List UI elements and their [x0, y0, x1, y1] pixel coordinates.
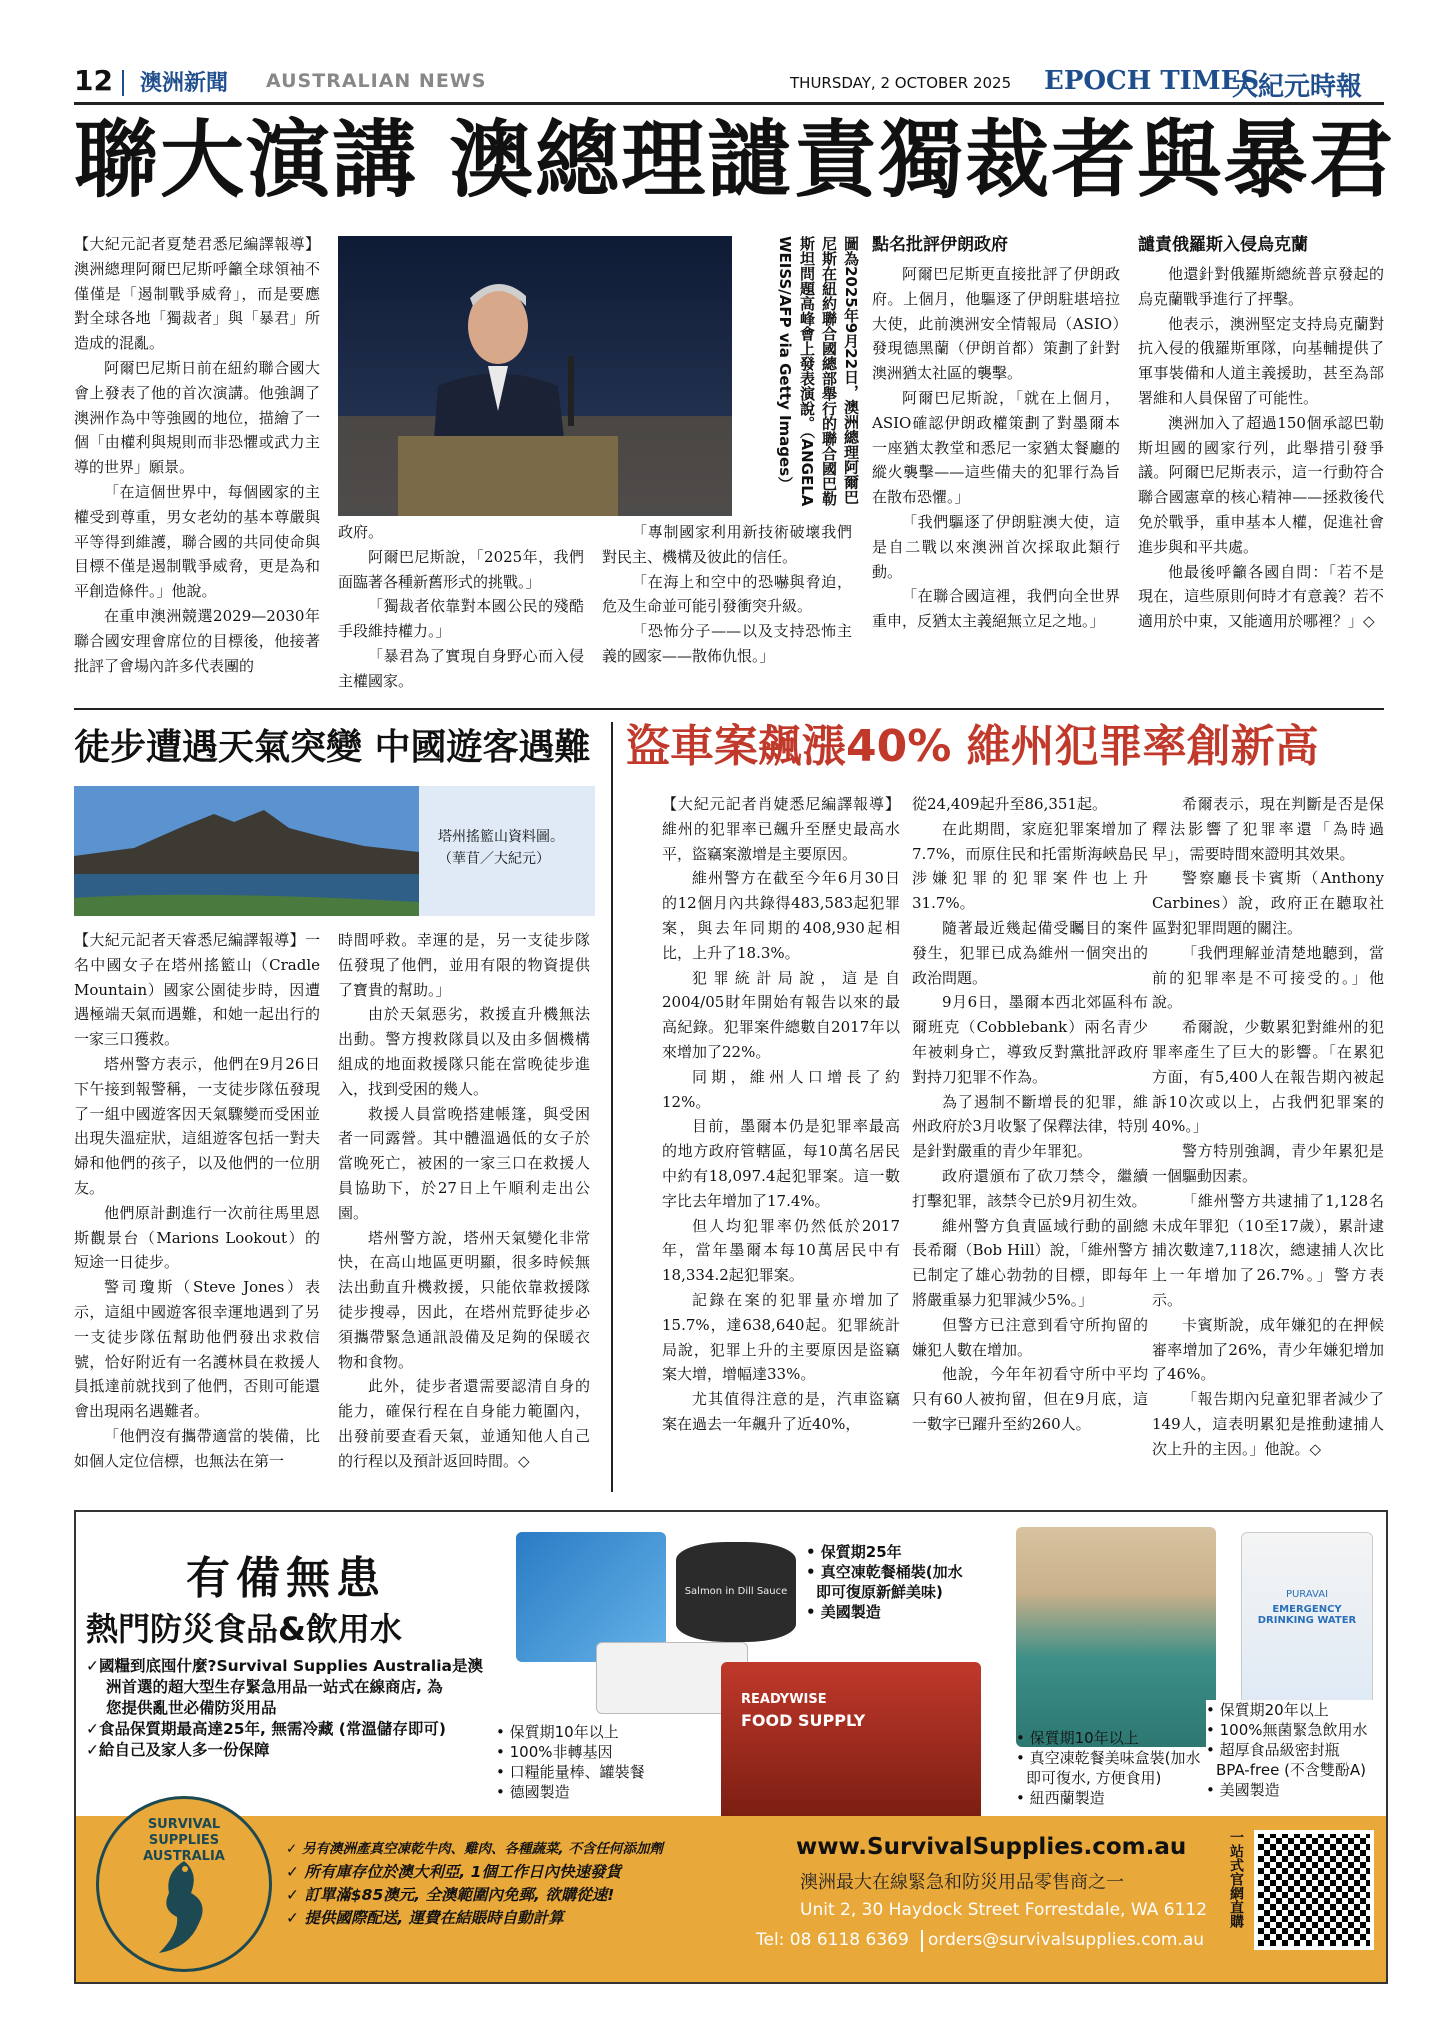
photo-cradle-mountain — [74, 786, 419, 916]
story1-col1 — [74, 232, 320, 678]
paragraph: 「我們驅逐了伊朗駐澳大使，這是自二戰以來澳洲首次採取此類行動。 — [872, 512, 1120, 581]
page-number: 12 — [74, 64, 113, 97]
paragraph: 阿爾巴尼斯說，「就在上個月，ASIO確認伊朗政權策劃了對墨爾本一座猶太教堂和悉尼一家猶太餐廳的縱火襲擊——這些備夫的犯罪行為旨在散布恐懼。」 — [872, 388, 1120, 507]
paragraph: 維州警方負責區域行動的副總長希爾（Bob Hill）說，「維州警方已制定了雄心勃勃的目標，即每年將嚴重暴力犯罪減少5%。」 — [912, 1216, 1148, 1309]
paragraph: 記錄在案的犯罪量亦增加了15.7%，達638,640起。犯罪統計局說，犯罪上升的主要原因是盜竊案大增，增幅達33%。 — [662, 1290, 900, 1384]
paragraph: 「在這個世界中，每個國家的主權受到尊重，男女老幼的基本尊嚴與平等得到維護，聯合國的共同使命與目標不僅是遏制戰爭威脅，更是為和平創造條件。」他說。 — [74, 482, 320, 601]
paragraph: 「他們沒有攜帶適當的裝備，比如個人定位信標，也無法在第一 — [74, 1426, 320, 1470]
product-bullet: • 保質期20年以上 — [1206, 1701, 1329, 1719]
water-brand: PURAVAI — [1285, 1589, 1329, 1600]
paragraph: 同期，維州人口增長了約12%。 — [662, 1067, 900, 1111]
paragraph: 救援人員當晚搭建帳篷，與受困者一同露營。其中體溫過低的女子於當晚死亡，被困的一家三口在救援人員協助下，於27日上午順利走出公園。 — [338, 1104, 590, 1222]
paragraph: 澳洲加入了超過150個承認巴勒斯坦國的國家行列，此舉措引發爭議。阿爾巴尼斯表示，這一行動符合聯合國憲章的核心精神——拯救後代免於戰爭，重申基本人權，促進社會進步與和平共處。 — [1138, 413, 1384, 556]
paragraph: 目前，墨爾本仍是犯罪率最高的地方政府管轄區，每10萬名居民中約有18,097.4起犯罪案。這一數字比去年增加了17.4%。 — [662, 1117, 900, 1210]
ad-footer-points — [286, 1838, 766, 1930]
paragraph: 他說，今年年初看守所中平均只有60人被拘留，但在9月底，這一數字已躍升至約260人。 — [912, 1365, 1148, 1433]
product-bullet: • 超厚食品級密封瓶 — [1206, 1741, 1340, 1759]
paragraph: 卡賓斯說，成年嫌犯的在押候審率增加了26%，青少年嫌犯增加了46%。 — [1152, 1315, 1384, 1384]
product-bullet: • 美國製造 — [1206, 1781, 1280, 1799]
masthead-en: EPOCH TIMES — [1044, 66, 1260, 96]
paragraph: 「在聯合國這裡，我們向全世界重申，反猶太主義絕無立足之地。」 — [872, 587, 1120, 631]
paragraph: 「我們理解並清楚地聽到，當前的犯罪率是不可接受的。」他說。 — [1152, 943, 1384, 1012]
product-bullet: • 真空凍乾餐桶裝(加水 — [806, 1563, 963, 1581]
headline-hiking: 徒步遭遇天氣突變 中國遊客遇難 — [74, 727, 591, 768]
header-divider — [122, 70, 124, 96]
subhead-iran: 點名批評伊朗政府 — [872, 235, 1008, 255]
lizard-icon — [99, 1853, 269, 1963]
paragraph: 「在海上和空中的恐嚇與脅迫，危及生命並可能引發衝突升級。 — [602, 572, 852, 616]
header-rule — [74, 102, 1384, 105]
ad-address: Unit 2, 30 Haydock Street Forrestdale, WA 6112 — [800, 1900, 1208, 1920]
masthead-cn: 大紀元時報 — [1232, 72, 1363, 102]
salmon-can-image — [676, 1542, 796, 1642]
paragraph: 時間呼救。幸運的是，另一支徒步隊伍發現了他們，並用有限的物資提供了寶貴的幫助。」 — [338, 931, 590, 999]
ad-title: 有備無患 — [186, 1553, 386, 1604]
paragraph: 他還針對俄羅斯總統普京發起的烏克蘭戰爭進行了抨擊。 — [1138, 265, 1384, 308]
footer-point: ✓ 提供國際配送, 運費在結賬時自動計算 — [286, 1909, 564, 1927]
paragraph: 【大紀元記者肖婕悉尼編譯報導】維州的犯罪率已飆升至歷史最高水平，盜竊案激增是主要原因。 — [662, 795, 900, 863]
paragraph: 為了遏制不斷增長的犯罪，維州政府於3月收緊了保釋法律，特別是針對嚴重的青少年罪犯。 — [912, 1092, 1148, 1161]
mountain-illustration — [74, 786, 419, 916]
food-bucket-image — [721, 1662, 981, 1822]
section-rule — [74, 708, 1384, 710]
ad-phone[interactable]: Tel: 08 6118 6369 — [756, 1930, 909, 1950]
footer-point: ✓ 另有澳洲產真空凍乾牛肉、雞肉、各種蔬菜, 不含任何添加劑 — [286, 1841, 663, 1857]
paragraph: 警察廳長卡賓斯（Anthony Carbines）說，政府正在聽取社區對犯罪問題的關注。 — [1152, 869, 1384, 937]
bucket-brand: READYWISE — [741, 1692, 827, 1707]
product-bullet: • 100%非轉基因 — [496, 1743, 613, 1761]
product-bullet: • 保質期25年 — [806, 1543, 902, 1561]
paragraph: 警方特別強調，青少年累犯是一個驅動因素。 — [1152, 1142, 1384, 1185]
water-bottles-image — [1241, 1532, 1373, 1724]
paragraph: 塔州警方說，塔州天氣變化非常快，在高山地區更明顯，很多時候無法出動直升機救援，只能依靠救援隊徒步搜尋，因此，在塔州荒野徒步必須攜帶緊急通訊設備及足夠的保暖衣物和食物。 — [338, 1228, 590, 1371]
paragraph: 「暴君為了實現自身野心而入侵主權國家。 — [338, 646, 584, 690]
ad-point: 您提供亂世必備防災用品 — [106, 1699, 277, 1717]
paragraph: 他最後呼籲各國自問：「若不是現在，這些原則何時才有意義？若不適用於中東，又能適用於哪裡？」◇ — [1138, 562, 1384, 631]
ad-footer — [76, 1816, 1386, 1982]
headline-crime: 盜車案飆漲40% 維州犯罪率創新高 — [626, 721, 1319, 772]
product-bullet: 即可復原新鮮美味) — [816, 1583, 943, 1601]
product-bullet: BPA-free (不含雙酚A) — [1216, 1761, 1367, 1779]
photo-un-speech — [338, 236, 732, 516]
paragraph: 阿爾巴尼斯日前在紐約聯合國大會上發表了他的首次演講。他強調了澳洲作為中等強國的地位，描繪了一個「由權利與規則而非恐懼或武力主導的世界」願景。 — [74, 358, 320, 477]
paragraph: 「專制國家利用新技術破壞我們對民主、機構及彼此的信任。 — [602, 523, 852, 566]
product-bullet: • 保質期10年以上 — [1016, 1729, 1139, 1747]
paragraph: 但人均犯罪率仍然低於2017年，當年墨爾本每10萬居民中有18,334.2起犯罪案。 — [662, 1216, 900, 1285]
footer-point: ✓ 訂單滿$85澳元, 全澳範圍內免郵, 欲購從速! — [286, 1886, 615, 1904]
paragraph: 從24,409起升至86,351起。 — [912, 795, 1107, 813]
photo-caption-mountain: 塔州搖籃山資料圖。（華苜／大紀元） — [438, 829, 564, 867]
paragraph: 但警方已注意到看守所拘留的嫌犯人數在增加。 — [912, 1315, 1148, 1359]
paragraph: 「恐怖分子——以及支持恐怖主義的國家——散佈仇恨。」 — [602, 622, 852, 665]
story3-col3 — [1152, 792, 1384, 1462]
story2-col1 — [74, 928, 320, 1474]
photo-caption-un: 圖為2025年9月22日，澳洲總理阿爾巴尼斯在紐約聯合國總部舉行的聯合國巴勒斯坦問題高峰會上發表演說。（ANGELA WEISS/AFP via Getty Images） — [776, 236, 860, 507]
ad-tagline: 澳洲最大在線緊急和防災用品零售商之一 — [800, 1872, 1124, 1893]
ad-selling-points — [86, 1656, 484, 1761]
product-info-bucket — [806, 1542, 1026, 1622]
paragraph: 在此期間，家庭犯罪案增加了7.7%，而原住民和托雷斯海峽島民涉嫌犯罪的犯罪案件也上升31.7%。 — [912, 819, 1148, 913]
paragraph: 在重申澳洲競選2029—2030年聯合國安理會席位的目標後，他接著批評了會場內許多代表團的 — [74, 606, 320, 675]
story1-col2 — [338, 520, 584, 694]
product-bullet: • 100%無菌緊急飲用水 — [1206, 1721, 1368, 1739]
paragraph: 由於天氣惡劣，救援直升機無法出動。警方搜救隊員以及由多個機構組成的地面救援隊只能在當晚徒步進入，找到受困的幾人。 — [338, 1005, 590, 1098]
paragraph: 政府。 — [338, 523, 384, 541]
product-bullet: • 美國製造 — [806, 1603, 881, 1621]
advertisement[interactable] — [74, 1510, 1388, 1984]
product-bullet: 即可復水, 方便食用) — [1026, 1769, 1162, 1787]
story3-col2 — [912, 792, 1148, 1437]
story1-col3 — [602, 520, 852, 669]
paragraph: 阿爾巴尼斯更直接批評了伊朗政府。上個月，他驅逐了伊朗駐堪培拉大使，此前澳洲安全情報局（ASIO）發現德黑蘭（伊朗首都）策劃了針對澳洲猶太社區的襲擊。 — [872, 265, 1120, 383]
un-podium-illustration — [338, 236, 732, 516]
paragraph: 「報告期內兒童犯罪者減少了149人，這表明累犯是推動逮捕人次上升的主因。」他說。◇ — [1152, 1390, 1384, 1458]
paragraph: 尤其值得注意的是，汽車盜竊案在過去一年飆升了近40%， — [662, 1390, 900, 1433]
paragraph: 犯罪統計局說，這是自2004/05財年開始有報告以來的最高紀錄。犯罪案件總數自2017年以來增加了22%。 — [662, 968, 900, 1061]
product-info-ration — [496, 1722, 706, 1802]
paragraph: 隨著最近幾起備受矚目的案件發生，犯罪已成為維州一個突出的政治問題。 — [912, 918, 1148, 987]
paragraph: 【大紀元記者天睿悉尼編譯報導】一名中國女子在塔州搖籃山（Cradle Mountain）國家公園徒步時，因遭遇極端天氣而遇難，和她一起出行的一家三口獲救。 — [74, 931, 320, 1049]
product-info-water — [1206, 1700, 1384, 1800]
product-info-box — [1016, 1728, 1236, 1808]
ad-point: ✓國糧到底囤什麼?Survival Supplies Australia是澳 — [86, 1657, 484, 1675]
water-label: EMERGENCY DRINKING WATER — [1257, 1604, 1357, 1626]
footer-point: ✓ 所有庫存位於澳大利亞, 1個工作日內快速發貨 — [286, 1863, 621, 1881]
product-bullet: • 口糧能量棒、罐裝餐 — [496, 1763, 645, 1781]
product-bullet: • 真空凍乾餐美味盒裝(加水 — [1016, 1749, 1201, 1767]
paragraph: 警司瓊斯（Steve Jones）表示，這組中國遊客很幸運地遇到了另一支徒步隊伍幫助他們發出求救信號，恰好附近有一名護林員在救援人員抵達前就找到了他們，否則可能還會出現兩名遇難者。 — [74, 1278, 320, 1421]
contact-divider — [921, 1930, 923, 1952]
paragraph: 希爾說，少數累犯對維州的犯罪率產生了巨大的影響。「在累犯方面，有5,400人在報告期內被起訴10次或以上，占我們犯罪案的40%。」 — [1152, 1018, 1384, 1136]
ad-email[interactable]: orders@survivalsupplies.com.au — [928, 1930, 1205, 1950]
story3-col1 — [662, 792, 900, 1437]
paragraph: 希爾表示，現在判斷是否是保釋法影響了犯罪率還「為時過早」，需要時間來證明其效果。 — [1152, 795, 1384, 863]
story1-col5 — [1138, 232, 1384, 634]
section-title-en: AUSTRALIAN NEWS — [266, 70, 487, 92]
bucket-label: FOOD SUPPLY — [741, 1711, 866, 1730]
paragraph: 此外，徒步者還需要認清自身的能力，確保行程在自身能力範圍內，出發前要查看天氣，並通知他人自己的行程以及預計返回時間。◇ — [338, 1377, 590, 1470]
paragraph: 他們原計劃進行一次前往馬里恩斯觀景台（Marions Lookout）的短途一日徒步。 — [74, 1203, 320, 1272]
paragraph: 塔州警方表示，他們在9月26日下午接到報警稱，一支徒步隊伍發現了一組中國遊客因天氣驟變而受困並出現失溫症狀，這組遊客包括一對夫婦和他們的孩子，以及他們的一位朋友。 — [74, 1054, 320, 1197]
qr-caption: 一站式官網直購 — [1228, 1830, 1244, 1928]
paragraph: 他表示，澳洲堅定支持烏克蘭對抗入侵的俄羅斯軍隊，向基輔提供了軍事裝備和人道主義援助，甚至為部署維和人員保留了可能性。 — [1138, 314, 1384, 407]
paragraph: 【大紀元記者夏楚君悉尼編譯報導】澳洲總理阿爾巴尼斯呼籲全球領袖不僅僅是「遏制戰爭威脅」，而是要應對全球各地「獨裁者」與「暴君」所造成的混亂。 — [74, 235, 320, 353]
paragraph: 維州警方在截至今年6月30日的12個月內共錄得483,583起犯罪案，與去年同期的408,930起相比，上升了18.3%。 — [662, 869, 900, 962]
section-title-cn: 澳洲新聞 — [140, 71, 229, 96]
product-bullet: • 保質期10年以上 — [496, 1723, 619, 1741]
paragraph: 政府還頒布了砍刀禁令，繼續打擊犯罪，該禁令已於9月初生效。 — [912, 1166, 1148, 1210]
ad-point: 洲首選的超大型生存緊急用品一站式在線商店, 為 — [106, 1678, 443, 1696]
paragraph: 「獨裁者依靠對本國公民的殘酷手段維持權力。」 — [338, 597, 584, 641]
ad-point: ✓食品保質期最高達25年, 無需冷藏 (常溫儲存即可) — [86, 1720, 446, 1738]
brand-logo — [96, 1796, 272, 1972]
paragraph: 阿爾巴尼斯說，「2025年，我們面臨著各種新舊形式的挑戰。」 — [338, 547, 584, 591]
qr-code-icon[interactable] — [1254, 1830, 1374, 1950]
product-bullet: • 紐西蘭製造 — [1016, 1789, 1105, 1807]
can-label: Salmon in Dill Sauce — [684, 1586, 788, 1597]
logo-text: SURVIVAL SUPPLIES AUSTRALIA — [143, 1817, 225, 1864]
ad-subtitle: 熱門防災食品&飲用水 — [86, 1610, 402, 1648]
story1-col4 — [872, 232, 1120, 634]
ad-point: ✓給自己及家人多一份保障 — [86, 1741, 270, 1759]
product-bullet: • 德國製造 — [496, 1783, 570, 1801]
story2-col2 — [338, 928, 590, 1474]
ad-website-link[interactable]: www.SurvivalSupplies.com.au — [796, 1834, 1187, 1860]
paragraph: 「維州警方共逮捕了1,128名未成年罪犯（10至17歲），累計逮捕次數達7,118次，總逮捕人次比上一年增加了26.7%。」警方表示。 — [1152, 1191, 1384, 1309]
headline-main: 聯大演講 澳總理譴責獨裁者與暴君 — [74, 110, 1396, 209]
issue-date: THURSDAY, 2 OCTOBER 2025 — [790, 74, 1012, 92]
column-divider — [611, 722, 613, 1492]
freeze-dried-box-image — [1016, 1527, 1216, 1747]
paragraph: 9月6日，墨爾本西北郊區科布爾班克（Cobblebank）兩名青少年被刺身亡，導致反對黨批評政府對持刀犯罪不作為。 — [912, 993, 1148, 1086]
subhead-russia: 譴責俄羅斯入侵烏克蘭 — [1138, 235, 1308, 255]
